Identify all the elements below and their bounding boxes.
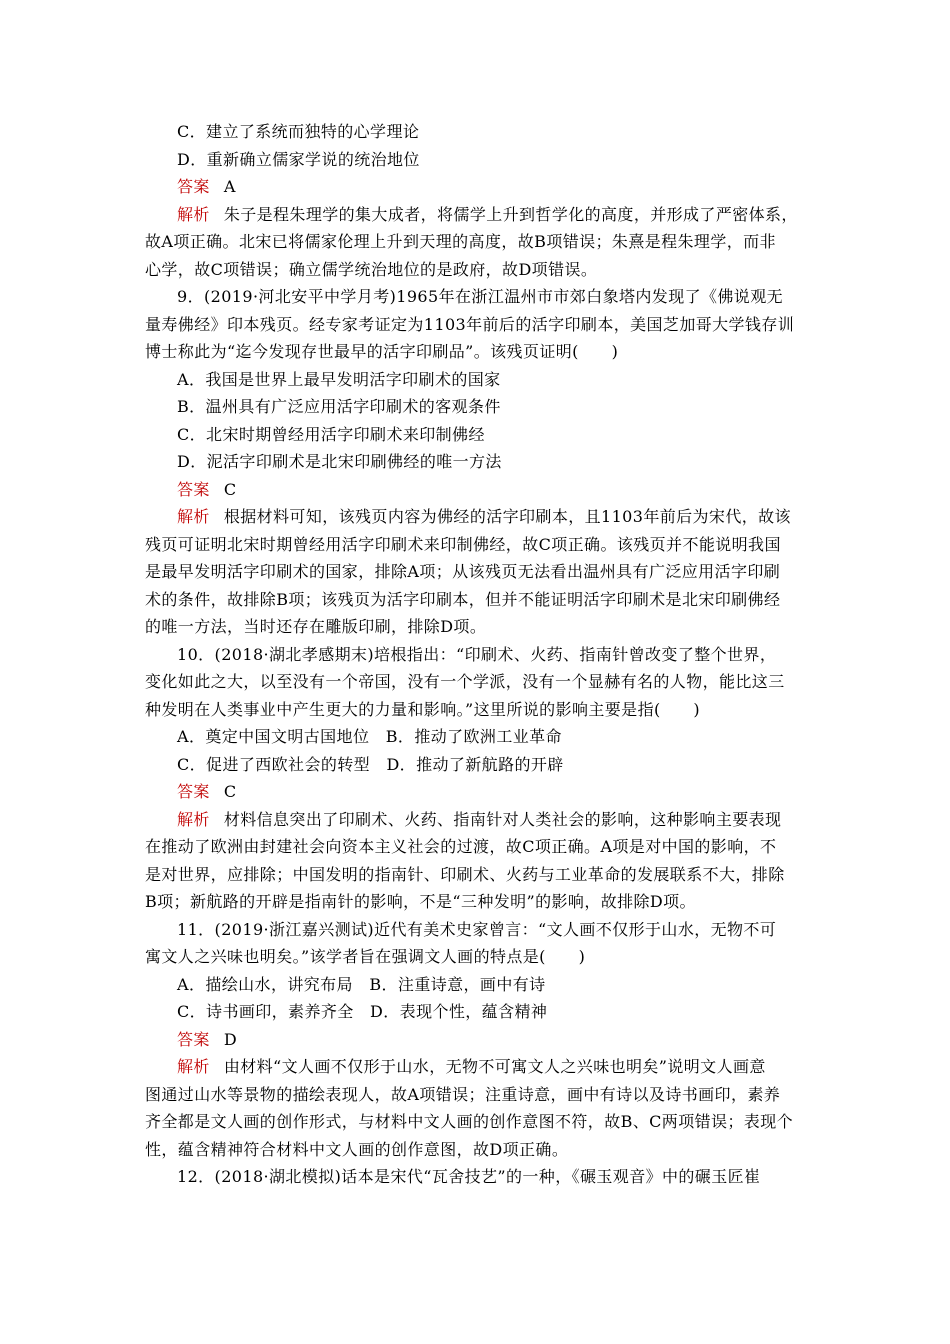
q10-options-cd: C．促进了西欧社会的转型 D．推动了新航路的开辟: [177, 754, 564, 774]
q10-stem-line: 变化如此之大，以至没有一个帝国，没有一个学派，没有一个显赫有名的人物，能比这三: [145, 672, 785, 691]
q11-answer: [145, 1026, 815, 1054]
analysis-label: 解析: [177, 1057, 210, 1076]
q11-analysis-line: [145, 1053, 815, 1081]
q8-analysis-line: 心学，故C项错误；确立儒学统治地位的是政府，故D项错误。: [145, 259, 598, 279]
analysis-label: 解析: [177, 204, 210, 224]
q12-stem-line: 12．(2018·湖北模拟)话本是宋代“瓦舍技艺”的一种，《碾玉观音》中的碾玉匠崔: [177, 1167, 761, 1186]
q11-options-cd: C．诗书画印，素养齐全 D．表现个性，蕴含精神: [177, 1002, 548, 1021]
q9-analysis-line: 术的条件，故排除B项；该残页为活字印刷本，但并不能证明活字印刷术是北宋印刷佛经: [145, 589, 781, 609]
q9-analysis-line: [145, 503, 815, 531]
answer-label: 答案: [177, 1029, 210, 1049]
answer-value: D: [223, 1029, 238, 1049]
q9-analysis-line: 是最早发明活字印刷术的国家，排除A项；从该残页无法看出温州具有广泛应用活字印刷: [145, 562, 781, 581]
q10-analysis-line: 在推动了欧洲由封建社会向资本主义社会的过渡，故C项正确。A项是对中国的影响，不: [145, 837, 777, 856]
document-page: [145, 118, 815, 1191]
q9-option-a: A．我国是世界上最早发明活字印刷术的国家: [177, 369, 501, 389]
q11-options-ab: A．描绘山水，讲究布局 B．注重诗意，画中有诗: [177, 974, 546, 994]
q9-answer: [145, 476, 815, 504]
q9-analysis-line: 残页可证明北宋时期曾经用活字印刷术来印制佛经，故C项正确。该残页并不能说明我国: [145, 534, 781, 554]
q9-stem-line: 量寿佛经》印本残页。经专家考证定为1103年前后的活字印刷本，美国芝加哥大学钱存训: [145, 314, 795, 334]
analysis-label: 解析: [177, 809, 210, 829]
answer-value: C: [223, 782, 237, 801]
q10-analysis-line: B项；新航路的开辟是指南针的影响，不是“三种发明”的影响，故排除D项。: [145, 892, 696, 911]
q11-analysis-line: 性，蕴含精神符合材料中文人画的创作意图，故D项正确。: [145, 1139, 569, 1159]
q11-analysis-line: 齐全都是文人画的创作形式，与材料中文人画的创作意图不符，故B、C两项错误；表现个: [145, 1112, 794, 1131]
analysis-text: 由材料“文人画不仅形于山水，无物不可寓文人之兴味也明矣”说明文人画意: [223, 1057, 766, 1076]
q9-option-d: D．泥活字印刷术是北宋印刷佛经的唯一方法: [177, 452, 502, 471]
q8-option-d: D．重新确立儒家学说的统治地位: [177, 149, 420, 169]
q10-analysis-line: [145, 806, 815, 834]
q9-stem-line: 博士称此为“迄今发现存世最早的活字印刷品”。该残页证明( ): [145, 342, 619, 361]
answer-label: 答案: [177, 782, 210, 801]
q8-analysis-line: 故A项正确。北宋已将儒家伦理上升到天理的高度，故B项错误；朱熹是程朱理学，而非: [145, 232, 776, 251]
q9-option-b: B．温州具有广泛应用活字印刷术的客观条件: [177, 397, 501, 416]
q8-answer: [145, 173, 815, 201]
analysis-label: 解析: [177, 507, 210, 526]
answer-label: 答案: [177, 177, 210, 196]
q10-analysis-line: 是对世界，应排除；中国发明的指南针、印刷术、火药与工业革命的发展联系不大，排除: [145, 864, 785, 884]
answer-value: C: [223, 479, 237, 499]
q9-analysis-line: 的唯一方法，当时还存在雕版印刷，排除D项。: [145, 617, 487, 636]
q11-stem-line: 11．(2019·浙江嘉兴测试)近代有美术史家曾言：“文人画不仅形于山水，无物不可: [177, 919, 777, 939]
q10-stem-line: 10．(2018·湖北孝感期末)培根指出：“印刷术、火药、指南针曾改变了整个世界，: [177, 644, 777, 664]
answer-label: 答案: [177, 479, 210, 499]
q10-answer: [145, 778, 815, 806]
q11-stem-line: 寓文人之兴味也明矣。”该学者旨在强调文人画的特点是( ): [145, 947, 586, 966]
q10-options-ab: A．奠定中国文明古国地位 B．推动了欧洲工业革命: [177, 727, 562, 746]
q11-analysis-line: 图通过山水等景物的描绘表现人，故A项错误；注重诗意，画中有诗以及诗书画印，素养: [145, 1084, 781, 1104]
q10-stem-line: 种发明在人类事业中产生更大的力量和影响。”这里所说的影响主要是指( ): [145, 699, 701, 719]
answer-value: A: [223, 177, 236, 196]
analysis-text: 根据材料可知，该残页内容为佛经的活字印刷本，且1103年前后为宋代，故该: [223, 507, 791, 526]
analysis-text: 材料信息突出了印刷术、火药、指南针对人类社会的影响，这种影响主要表现: [223, 809, 782, 829]
q8-option-c: C．建立了系统而独特的心学理论: [177, 122, 420, 141]
analysis-text: 朱子是程朱理学的集大成者，将儒学上升到哲学化的高度，并形成了严密体系，: [223, 204, 798, 224]
q8-analysis-line: [145, 201, 815, 229]
q9-stem-line: 9．(2019·河北安平中学月考)1965年在浙江温州市市郊白象塔内发现了《佛说观无: [177, 287, 783, 306]
q9-option-c: C．北宋时期曾经用活字印刷术来印制佛经: [177, 424, 485, 444]
